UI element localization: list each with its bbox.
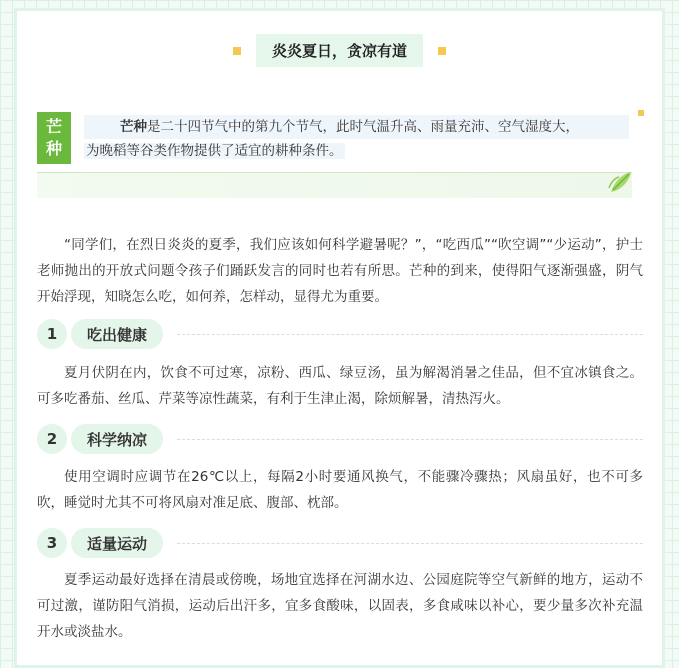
section-2-title: 科学纳凉	[71, 424, 163, 454]
section-3-number: 3	[37, 528, 67, 558]
intro-lead: 芒种	[120, 119, 147, 135]
section-3-text: 夏季运动最好选择在清晨或傍晚，场地宜选择在河湖水边、公园庭院等空气新鲜的地方，运动不可过激，谨防阳气消损，运动后出汗多，宜多食酸味，以固表，多食咸味以补心，要少量多次补充温开水或淡盐水。	[37, 572, 643, 640]
corner-square	[638, 110, 644, 116]
badge-char-1: 芒	[45, 117, 62, 136]
solar-term-badge	[37, 112, 71, 164]
intro-line-1	[84, 115, 629, 139]
section-2-divider	[177, 439, 643, 440]
intro-line-1-rest: 是二十四节气中的第九个节气，此时气温升高、雨量充沛、空气湿度大，	[147, 119, 579, 135]
section-1-number: 1	[37, 319, 67, 349]
intro-line-2: 为晚稻等谷类作物提供了适宜的耕种条件。	[86, 143, 343, 159]
decorative-band	[37, 172, 632, 198]
leaf-icon	[607, 168, 635, 196]
section-1-header	[37, 319, 643, 349]
section-3-header	[37, 528, 643, 558]
section-2-number: 2	[37, 424, 67, 454]
title-left-square	[233, 47, 241, 55]
section-1-title: 吃出健康	[71, 319, 163, 349]
title-bar	[0, 34, 679, 67]
badge-char-2: 种	[45, 139, 62, 158]
section-2-header	[37, 424, 643, 454]
section-3-divider	[177, 543, 643, 544]
section-1-text: 夏月伏阴在内，饮食不可过寒，凉粉、西瓜、绿豆汤，虽为解渴消暑之佳品，但不宜冰镇食之。可多吃番茄、丝瓜、芹菜等凉性蔬菜，有利于生津止渴，除烦解暑，清热泻火。	[37, 365, 643, 407]
section-2-text: 使用空调时应调节在26℃以上，每隔2小时要通风换气，不能骤冷骤热；风扇虽好，也不可多吹，睡觉时尤其不可将风扇对准足底、腹部、枕部。	[37, 469, 643, 511]
page-title: 炎炎夏日，贪凉有道	[256, 34, 423, 67]
intro-text	[84, 115, 629, 163]
section-3-title: 适量运动	[71, 528, 163, 558]
main-paragraph: “同学们，在烈日炎炎的夏季，我们应该如何科学避暑呢？”，“吃西瓜”“吹空调”“少运动”，护士老师抛出的开放式问题令孩子们踊跃发言的同时也若有所思。芒种的到来，使得阳气逐渐强盛，阴气开始浮现，知晓怎么吃，如何养，怎样动，显得尤为重要。	[37, 237, 643, 305]
title-right-square	[438, 47, 446, 55]
section-1-divider	[177, 334, 643, 335]
intro-line-2-wrap	[84, 139, 629, 163]
